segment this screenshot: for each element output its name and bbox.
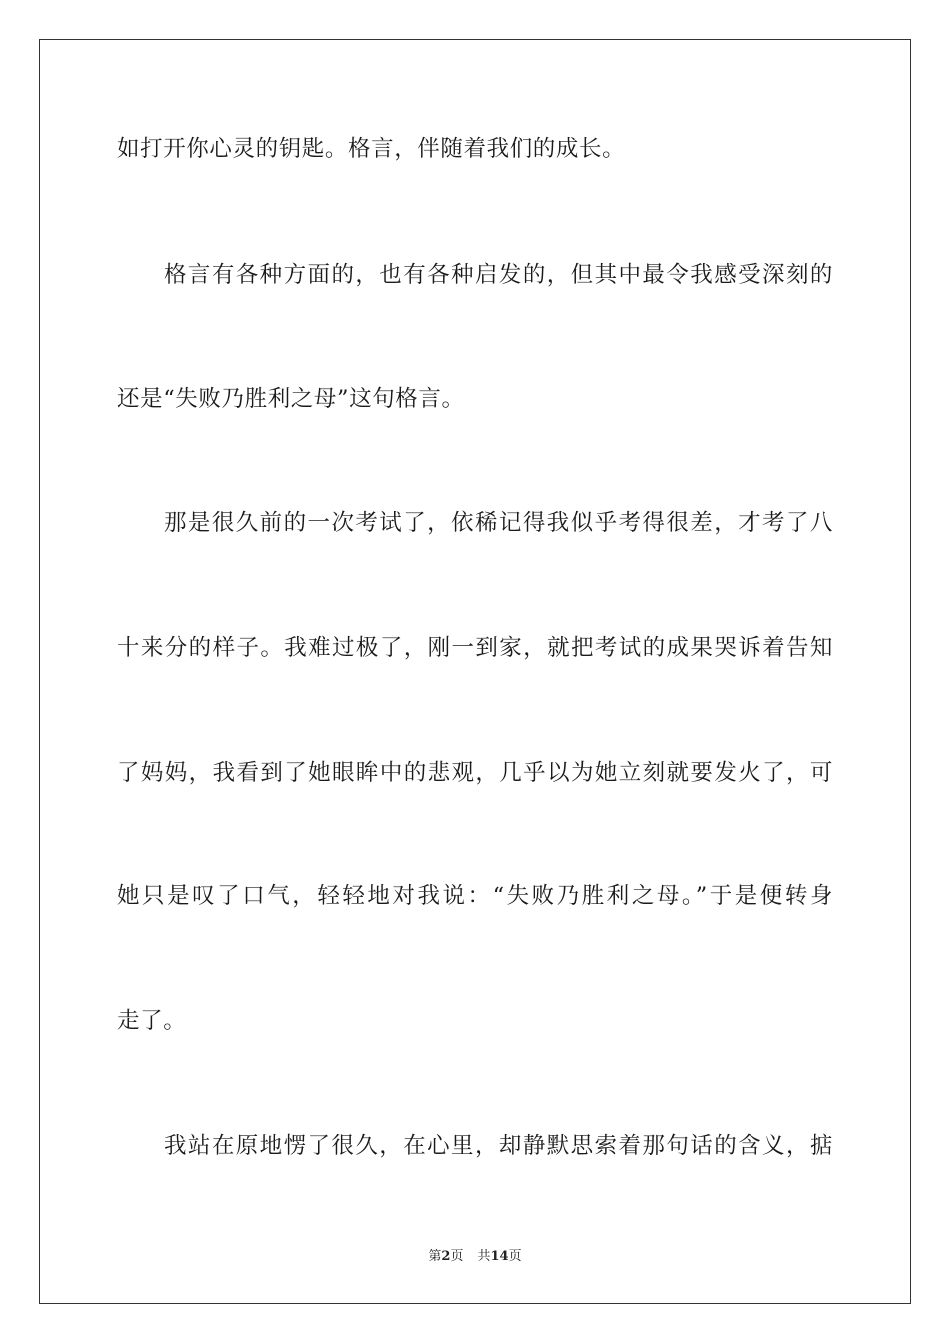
- paragraph-line-1: 如打开你心灵的钥匙。格言，伴随着我们的成长。: [117, 136, 626, 162]
- total-prefix: 共: [477, 1249, 491, 1264]
- paragraph-line-7: 她只是叹了口气，轻轻地对我说：“失败乃胜利之母。”于是便转身: [117, 883, 833, 909]
- current-page-number: 2: [441, 1249, 451, 1264]
- paragraph-line-6: 了妈妈，我看到了她眼眸中的悲观，几乎以为她立刻就要发火了，可: [117, 760, 833, 786]
- paragraph-line-9: 我站在原地愣了很久，在心里，却静默思索着那句话的含义，掂: [164, 1133, 833, 1159]
- paragraph-line-4: 那是很久前的一次考试了，依稀记得我似乎考得很差，才考了八: [164, 510, 833, 536]
- page-border: [39, 39, 911, 1304]
- page-footer: [0, 1248, 950, 1266]
- page-prefix: 第: [428, 1249, 442, 1264]
- paragraph-line-5: 十来分的样子。我难过极了，刚一到家，就把考试的成果哭诉着告知: [117, 635, 833, 661]
- paragraph-line-2: 格言有各种方面的，也有各种启发的，但其中最令我感受深刻的: [164, 262, 833, 288]
- paragraph-line-3: 还是“失败乃胜利之母”这句格言。: [117, 386, 465, 412]
- page-suffix: 页: [450, 1249, 464, 1264]
- total-pages-number: 14: [490, 1249, 509, 1264]
- total-suffix: 页: [508, 1249, 522, 1264]
- paragraph-line-8: 走了。: [117, 1008, 187, 1034]
